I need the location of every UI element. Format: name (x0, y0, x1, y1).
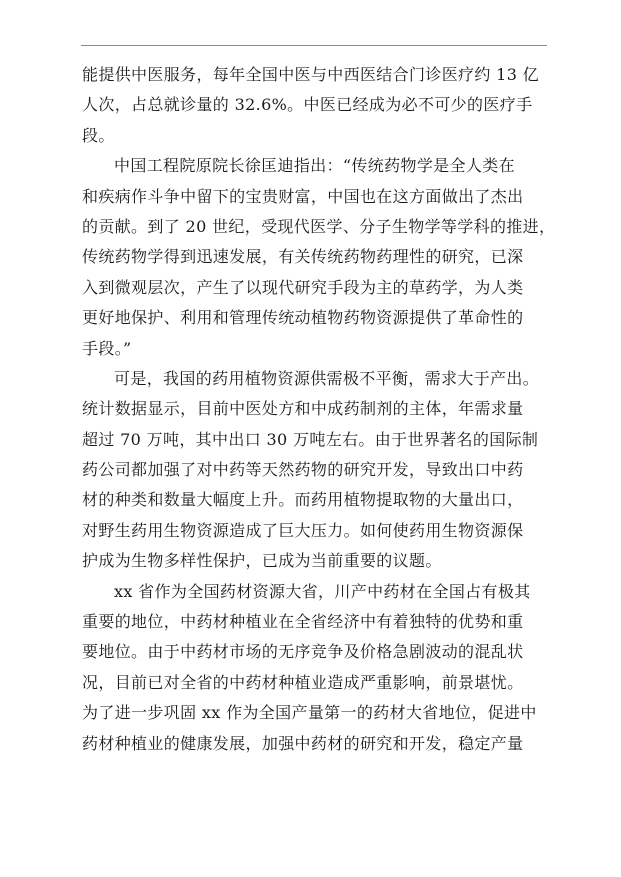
text-line: 传统药物学得到迅速发展，有关传统药物药理性的研究，已深 (82, 247, 524, 267)
text-line: 能提供中医服务，每年全国中医与中西医结合门诊医疗约 13 亿 (82, 65, 540, 84)
text-line: 为了进一步巩固 xx 作为全国产量第一的药材大省地位，促进中 (82, 703, 537, 723)
body-text (82, 60, 556, 759)
text-line: 中国工程院原院长徐匡迪指出：“传统药物学是全人类在 (114, 156, 515, 176)
text-line: 段。 (82, 125, 115, 145)
text-line: 重要的地位，中药材种植业在全省经济中有着独特的优势和重 (82, 612, 524, 632)
text-line: 护成为生物多样性保护，已成为当前重要的议题。 (82, 551, 442, 571)
text-line: 对野生药用生物资源造成了巨大压力。如何使药用生物资源保 (82, 520, 524, 540)
text-line: 和疾病作斗争中留下的宝贵财富，中国也在这方面做出了杰出 (82, 186, 524, 206)
text-line: 的贡献。到了 20 世纪，受现代医学、分子生物学等学科的推进， (82, 216, 556, 236)
text-line: 更好地保护、利用和管理传统动植物药物资源提供了革命性的 (82, 308, 524, 328)
text-line: 要地位。由于中药材市场的无序竞争及价格急剧波动的混乱状 (82, 642, 524, 662)
text-line: 手段。” (82, 338, 132, 358)
text-line: 可是，我国的药用植物资源供需极不平衡，需求大于产出。 (114, 368, 540, 388)
text-line: 药公司都加强了对中药等天然药物的研究开发，导致出口中药 (82, 460, 524, 480)
text-line: 况，目前已对全省的中药材种植业造成严重影响，前景堪忧。 (82, 672, 524, 692)
header-rule (81, 45, 547, 46)
text-line: 统计数据显示，目前中医处方和中成药制剂的主体，年需求量 (82, 399, 524, 419)
text-line: 材的种类和数量大幅度上升。而药用植物提取物的大量出口， (82, 490, 524, 510)
text-line: 超过 70 万吨，其中出口 30 万吨左右。由于世界著名的国际制 (82, 429, 539, 449)
text-line: xx 省作为全国药材资源大省，川产中药材在全国占有极其 (114, 581, 531, 601)
text-line: 入到微观层次，产生了以现代研究手段为主的草药学，为人类 (82, 277, 524, 297)
text-line: 人次，占总就诊量的 32.6%。中医已经成为必不可少的医疗手 (82, 95, 533, 115)
text-line: 药材种植业的健康发展，加强中药材的研究和开发，稳定产量 (82, 733, 524, 753)
